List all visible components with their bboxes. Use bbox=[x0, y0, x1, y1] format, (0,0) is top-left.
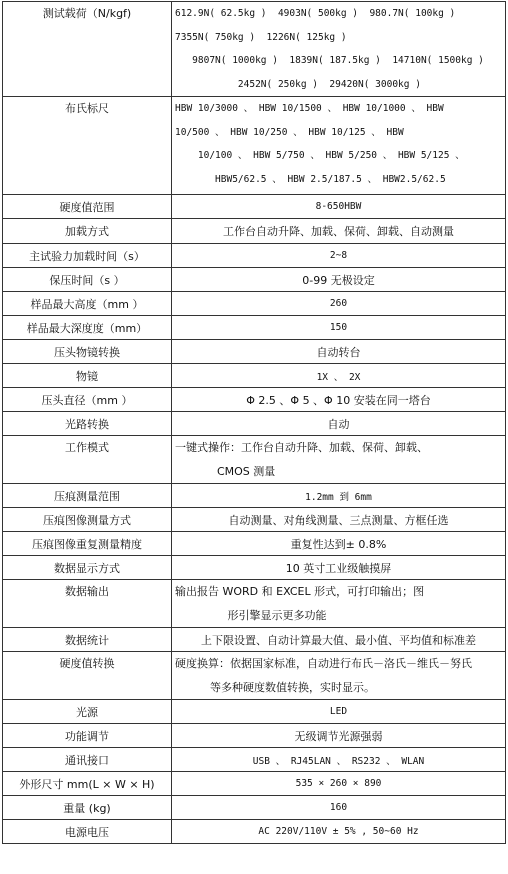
spec-row bbox=[3, 340, 506, 364]
spec-label: 压痕测量范围 bbox=[3, 484, 172, 508]
spec-value-line: 形引擎显示更多功能 bbox=[175, 608, 327, 622]
spec-value-line: 一键式操作：工作台自动升降、加载、保荷、卸载、 bbox=[175, 441, 428, 454]
spec-label: 重量 (kg) bbox=[3, 796, 172, 820]
spec-value bbox=[172, 97, 506, 195]
spec-row bbox=[3, 772, 506, 796]
spec-value: 无级调节光源强弱 bbox=[172, 724, 506, 748]
spec-label: 功能调节 bbox=[3, 724, 172, 748]
spec-value: 150 bbox=[172, 316, 506, 340]
spec-label: 外形尺寸 mm(L × W × H) bbox=[3, 772, 172, 796]
spec-label: 布氏标尺 bbox=[3, 97, 172, 195]
spec-label: 光路转换 bbox=[3, 412, 172, 436]
spec-value: 160 bbox=[172, 796, 506, 820]
spec-row bbox=[3, 292, 506, 316]
spec-label: 样品最大高度（mm ） bbox=[3, 292, 172, 316]
spec-row bbox=[3, 364, 506, 388]
spec-label: 加载方式 bbox=[3, 219, 172, 244]
spec-label: 物镜 bbox=[3, 364, 172, 388]
spec-value-line: 10/100 、 HBW 5/750 、 HBW 5/250 、 HBW 5/125 、 bbox=[175, 150, 465, 161]
spec-row bbox=[3, 219, 506, 244]
spec-row bbox=[3, 556, 506, 580]
spec-row bbox=[3, 2, 506, 97]
spec-value: 工作台自动升降、加载、保荷、卸载、自动测量 bbox=[172, 219, 506, 244]
spec-row bbox=[3, 700, 506, 724]
spec-value-line: HBW 10/3000 、 HBW 10/1500 、 HBW 10/1000 、 HBW bbox=[175, 103, 444, 114]
spec-value-line: 9807N( 1000kg ) 1839N( 187.5kg ) 14710N( 1500kg ) bbox=[175, 55, 484, 66]
spec-value: 自动 bbox=[172, 412, 506, 436]
spec-value-line: 7355N( 750kg ) 1226N( 125kg ) bbox=[175, 31, 347, 43]
spec-label: 压痕图像重复测量精度 bbox=[3, 532, 172, 556]
spec-row bbox=[3, 532, 506, 556]
spec-label: 数据统计 bbox=[3, 628, 172, 652]
spec-value-line: 10/500 、 HBW 10/250 、 HBW 10/125 、 HBW bbox=[175, 126, 404, 138]
spec-value bbox=[172, 652, 506, 700]
spec-table-body bbox=[3, 2, 506, 844]
spec-row bbox=[3, 724, 506, 748]
spec-label: 数据输出 bbox=[3, 580, 172, 628]
spec-value-line: HBW5/62.5 、 HBW 2.5/187.5 、 HBW2.5/62.5 bbox=[175, 173, 446, 185]
spec-value: USB 、 RJ45LAN 、 RS232 、 WLAN bbox=[172, 748, 506, 772]
spec-value-line: 等多种硬度数值转换，实时显示。 bbox=[175, 680, 375, 694]
spec-label: 光源 bbox=[3, 700, 172, 724]
spec-row bbox=[3, 484, 506, 508]
spec-value: Φ 2.5 、Φ 5 、Φ 10 安装在同一塔台 bbox=[172, 388, 506, 412]
spec-value: 上下限设置、自动计算最大值、最小值、平均值和标准差 bbox=[172, 628, 506, 652]
spec-label: 数据显示方式 bbox=[3, 556, 172, 580]
spec-label: 硬度值转换 bbox=[3, 652, 172, 700]
spec-label: 样品最大深度度（mm） bbox=[3, 316, 172, 340]
spec-value: 535 × 260 × 890 bbox=[172, 772, 506, 796]
spec-value: 自动转台 bbox=[172, 340, 506, 364]
spec-row bbox=[3, 652, 506, 700]
spec-row bbox=[3, 268, 506, 292]
spec-row bbox=[3, 316, 506, 340]
spec-row bbox=[3, 748, 506, 772]
spec-table bbox=[2, 1, 506, 844]
spec-value bbox=[172, 2, 506, 97]
spec-label: 主试验力加载时间（s） bbox=[3, 244, 172, 268]
spec-label: 压痕图像测量方式 bbox=[3, 508, 172, 532]
spec-row bbox=[3, 820, 506, 844]
spec-value: 1.2mm 到 6mm bbox=[172, 484, 506, 508]
spec-value-line: 输出报告 WORD 和 EXCEL 形式，可打印输出；图 bbox=[175, 585, 425, 598]
spec-value: 重复性达到± 0.8% bbox=[172, 532, 506, 556]
spec-value: 8-650HBW bbox=[172, 195, 506, 219]
spec-value: LED bbox=[172, 700, 506, 724]
spec-value-line: CMOS 测量 bbox=[175, 464, 276, 478]
spec-label: 工作模式 bbox=[3, 436, 172, 484]
spec-label: 测试载荷（N/kgf) bbox=[3, 2, 172, 97]
spec-value-line: 硬度换算：依据国家标准，自动进行布氏－洛氏－维氏－努氏 bbox=[175, 657, 472, 670]
spec-value: 0-99 无极设定 bbox=[172, 268, 506, 292]
spec-row bbox=[3, 244, 506, 268]
spec-label: 压头直径（mm ） bbox=[3, 388, 172, 412]
spec-label: 通讯接口 bbox=[3, 748, 172, 772]
spec-value bbox=[172, 436, 506, 484]
spec-label: 保压时间（s ） bbox=[3, 268, 172, 292]
spec-row bbox=[3, 388, 506, 412]
spec-value: 10 英寸工业级触摸屏 bbox=[172, 556, 506, 580]
spec-value: AC 220V/110V ± 5% , 50~60 Hz bbox=[172, 820, 506, 844]
spec-row bbox=[3, 97, 506, 195]
spec-row bbox=[3, 580, 506, 628]
spec-value-line: 612.9N( 62.5kg ) 4903N( 500kg ) 980.7N( 100kg ) bbox=[175, 8, 456, 19]
spec-label: 电源电压 bbox=[3, 820, 172, 844]
spec-row bbox=[3, 412, 506, 436]
spec-row bbox=[3, 796, 506, 820]
spec-value bbox=[172, 580, 506, 628]
spec-value: 自动测量、对角线测量、三点测量、方框任选 bbox=[172, 508, 506, 532]
spec-label: 硬度值范围 bbox=[3, 195, 172, 219]
spec-value: 2~8 bbox=[172, 244, 506, 268]
spec-value-line: 2452N( 250kg ) 29420N( 3000kg ) bbox=[175, 78, 421, 90]
spec-row bbox=[3, 508, 506, 532]
spec-row bbox=[3, 195, 506, 219]
spec-value: 260 bbox=[172, 292, 506, 316]
spec-row bbox=[3, 628, 506, 652]
spec-label: 压头物镜转换 bbox=[3, 340, 172, 364]
spec-row bbox=[3, 436, 506, 484]
spec-value: 1X 、 2X bbox=[172, 364, 506, 388]
